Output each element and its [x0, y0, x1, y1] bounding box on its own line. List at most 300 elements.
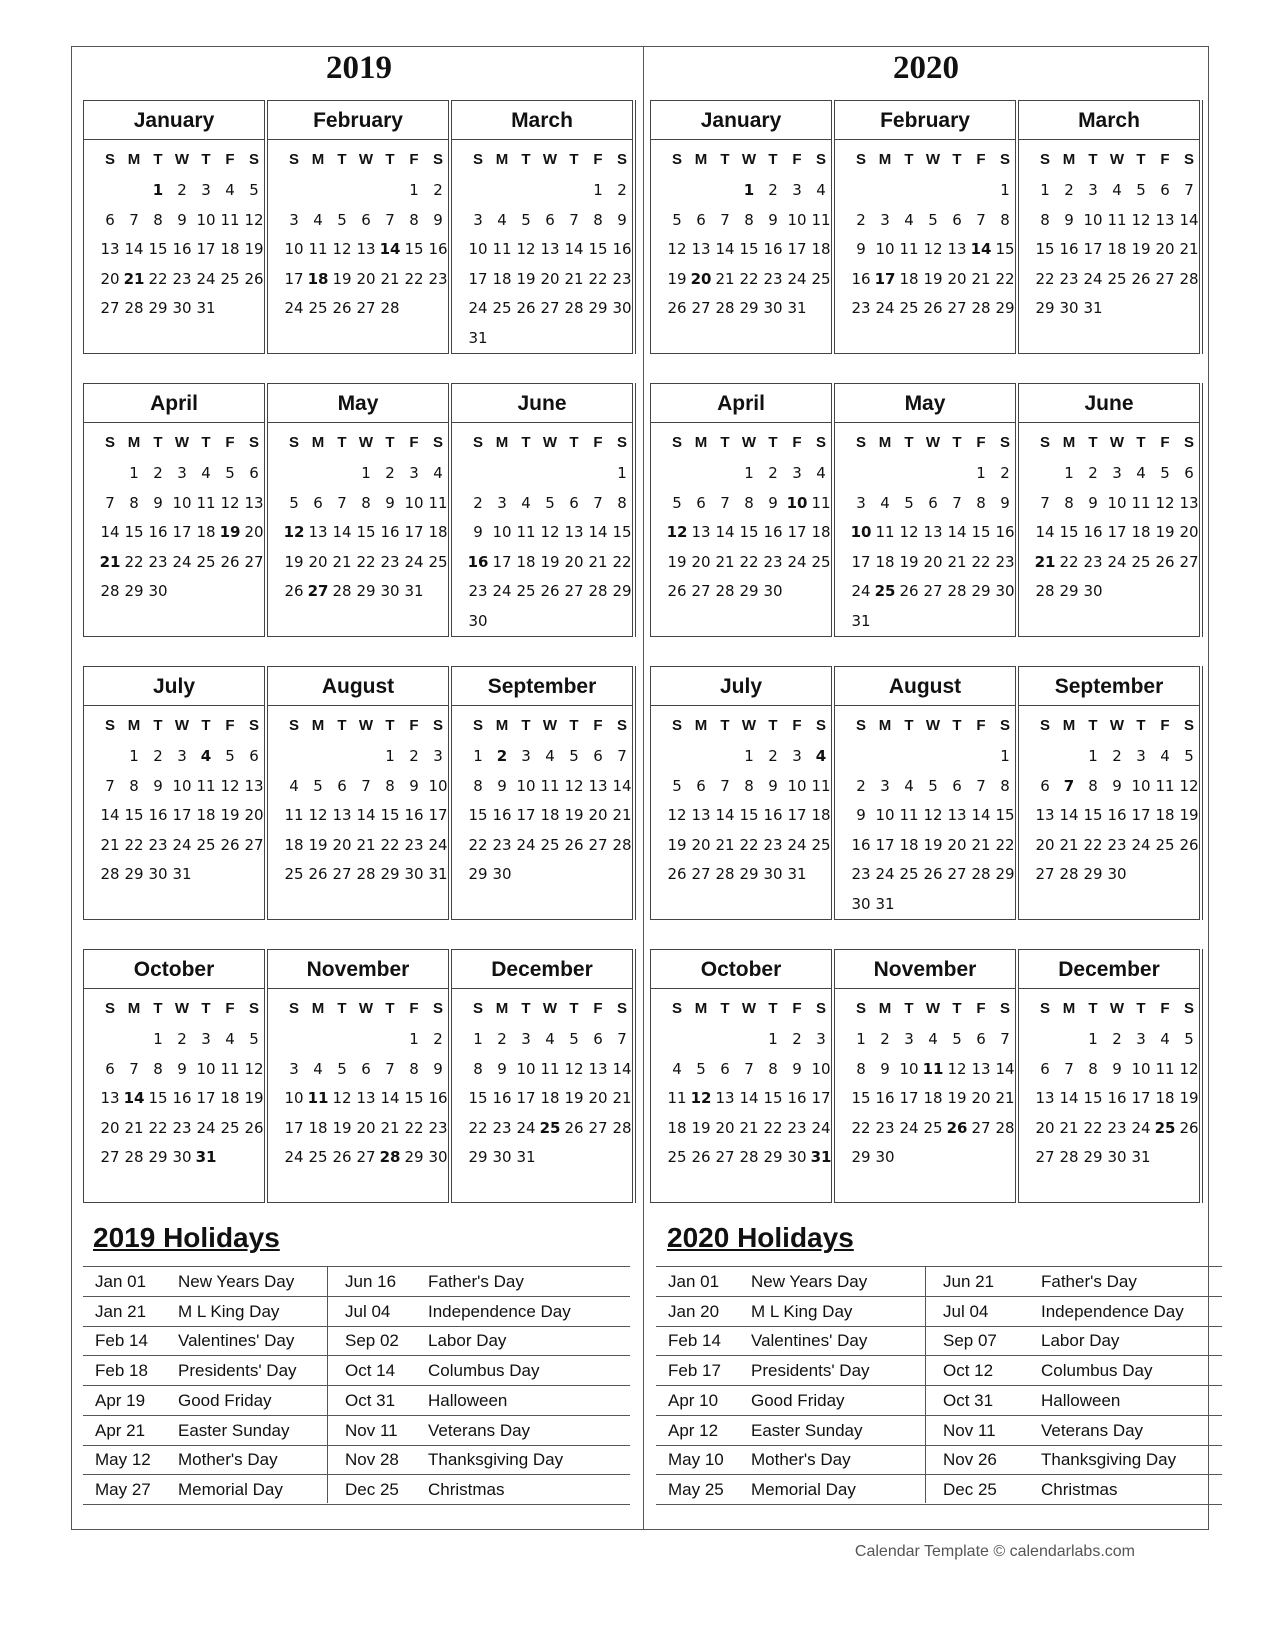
day-cell: 24: [1083, 269, 1103, 288]
day-cell: 30: [148, 582, 168, 600]
weekday-label: M: [878, 717, 892, 734]
day-cell: 6: [593, 747, 603, 765]
month-name: September: [1019, 667, 1199, 706]
weekday-label: T: [521, 717, 531, 734]
day-cell: 7: [617, 1030, 627, 1048]
holiday-name: Valentines' Day: [178, 1331, 295, 1351]
day-cell: 24: [875, 299, 895, 317]
day-cell: 31: [787, 865, 807, 883]
day-cell: 10: [172, 493, 192, 512]
holiday-date: Oct 31: [943, 1390, 994, 1410]
day-cell: 22: [380, 835, 400, 854]
day-cell: 21: [715, 269, 735, 288]
month-december-2019: [451, 949, 633, 1203]
day-cell: 17: [516, 1089, 536, 1107]
weekday-label: W: [925, 717, 941, 734]
day-cell: 19: [667, 269, 687, 288]
day-cell: 22: [588, 269, 608, 288]
weekday-label: T: [153, 1000, 163, 1017]
weekday-label: M: [1062, 151, 1076, 168]
day-cell: 7: [744, 1059, 754, 1078]
day-cell: 18: [220, 1089, 240, 1107]
weekday-label: F: [593, 151, 603, 168]
weekday-label: S: [248, 434, 259, 451]
day-cell: 30: [172, 1148, 192, 1166]
day-cell: 25: [539, 1118, 561, 1137]
holiday-row: [656, 1326, 1222, 1356]
day-cell: 26: [1179, 835, 1199, 854]
day-cell: 9: [497, 1059, 507, 1078]
weekday-label: M: [311, 1000, 325, 1017]
day-cell: 26: [899, 582, 919, 600]
day-cell: 29: [148, 299, 168, 317]
day-cell: 7: [952, 493, 962, 512]
month-name: November: [268, 950, 448, 989]
day-cell: 27: [540, 299, 560, 317]
weekday-label: T: [720, 434, 730, 451]
day-cell: 13: [356, 1089, 376, 1107]
day-cell: 3: [289, 210, 299, 229]
day-cell: 16: [763, 240, 783, 258]
day-cell: 19: [284, 552, 304, 571]
day-cell: 16: [1107, 806, 1127, 824]
day-cell: 11: [811, 493, 831, 512]
day-cell: 2: [1064, 181, 1074, 199]
day-cell: 17: [1131, 1089, 1151, 1107]
weekday-label: S: [999, 151, 1010, 168]
day-cell: 22: [468, 1118, 488, 1137]
day-cell: 3: [289, 1059, 299, 1078]
month-name: January: [651, 101, 831, 140]
day-cell: 11: [220, 1059, 240, 1078]
day-cell: 20: [244, 806, 264, 824]
day-cell: 12: [899, 523, 919, 541]
weekday-label: F: [593, 717, 603, 734]
day-cell: 28: [1035, 582, 1055, 600]
day-cell: 4: [672, 1059, 682, 1078]
month-name: May: [835, 384, 1015, 423]
day-cell: 20: [690, 269, 712, 288]
weekday-label: S: [616, 717, 627, 734]
day-cell: 1: [409, 181, 419, 199]
day-cell: 14: [564, 240, 584, 258]
day-cell: 3: [521, 747, 531, 765]
day-cell: 17: [468, 269, 488, 288]
day-cell: 6: [569, 493, 579, 512]
holiday-row: [83, 1416, 630, 1446]
day-cell: 2: [496, 747, 508, 765]
day-cell: 12: [947, 1059, 967, 1078]
day-cell: 17: [787, 240, 807, 258]
month-december-2020: [1018, 949, 1200, 1203]
holiday-date: Nov 11: [943, 1420, 996, 1440]
day-cell: 3: [1136, 747, 1146, 765]
day-cell: 25: [308, 299, 328, 317]
day-cell: 24: [787, 552, 807, 571]
holiday-date: Feb 18: [95, 1361, 148, 1381]
day-cell: 15: [1083, 1089, 1103, 1107]
day-cell: 14: [612, 1059, 632, 1078]
weekday-label: S: [616, 434, 627, 451]
day-cell: 13: [715, 1089, 735, 1107]
holiday-name: Halloween: [428, 1390, 508, 1410]
day-cell: 9: [153, 776, 163, 795]
day-cell: 28: [739, 1148, 759, 1166]
day-cell: 19: [667, 552, 687, 571]
day-cell: 18: [923, 1089, 943, 1107]
month-september-2019: [451, 666, 633, 920]
day-cell: 26: [691, 1148, 711, 1166]
month-name: August: [268, 667, 448, 706]
day-cell: 16: [763, 806, 783, 824]
day-cell: 16: [380, 523, 400, 541]
day-cell: 16: [148, 523, 168, 541]
day-cell: 9: [1064, 210, 1074, 229]
day-cell: 20: [100, 269, 120, 288]
day-cell: 24: [899, 1118, 919, 1137]
weekday-label: M: [694, 434, 708, 451]
day-cell: 20: [923, 552, 943, 571]
day-cell: 25: [428, 552, 448, 571]
day-cell: 13: [100, 1089, 120, 1107]
weekday-label: S: [999, 434, 1010, 451]
day-cell: 20: [332, 835, 352, 854]
day-cell: 7: [1063, 776, 1075, 795]
day-cell: 3: [792, 747, 802, 765]
day-cell: 25: [899, 299, 919, 317]
day-cell: 31: [468, 328, 488, 347]
day-cell: 25: [196, 552, 216, 571]
day-cell: 27: [356, 299, 376, 317]
day-cell: 12: [564, 1059, 584, 1078]
day-cell: 19: [1179, 1089, 1199, 1107]
day-cell: 18: [1107, 240, 1127, 258]
holiday-row: [83, 1326, 630, 1356]
day-cell: 27: [1155, 269, 1175, 288]
holiday-date: Sep 07: [943, 1331, 997, 1351]
day-cell: 15: [612, 523, 632, 541]
day-cell: 10: [1107, 493, 1127, 512]
day-cell: 6: [545, 210, 555, 229]
month-january-2020: [650, 100, 832, 354]
day-cell: 8: [1088, 1059, 1098, 1078]
day-cell: 4: [201, 464, 211, 482]
day-cell: 28: [124, 1148, 144, 1166]
weekday-label: M: [127, 717, 141, 734]
day-cell: 27: [1179, 552, 1199, 571]
day-cell: 7: [1000, 1030, 1010, 1048]
holiday-name: Christmas: [428, 1479, 505, 1499]
day-cell: 30: [404, 865, 424, 883]
day-cell: 6: [593, 1030, 603, 1048]
day-cell: 26: [1155, 552, 1175, 571]
day-cell: 5: [337, 210, 347, 229]
month-name: April: [651, 384, 831, 423]
day-cell: 7: [361, 776, 371, 795]
holiday-row: [656, 1297, 1222, 1327]
day-cell: 21: [995, 1089, 1015, 1107]
weekday-label: T: [720, 1000, 730, 1017]
holiday-date: Apr 21: [95, 1420, 146, 1440]
day-cell: 28: [100, 582, 120, 600]
day-cell: 9: [768, 210, 778, 229]
weekday-label: W: [358, 434, 374, 451]
weekday-label: S: [1039, 151, 1050, 168]
holiday-name: Veterans Day: [428, 1420, 531, 1440]
day-cell: 31: [810, 1148, 832, 1166]
day-cell: 6: [1040, 1059, 1050, 1078]
day-cell: 2: [768, 181, 778, 199]
month-name: October: [651, 950, 831, 989]
day-cell: 22: [356, 552, 376, 571]
day-cell: 29: [851, 1148, 871, 1166]
day-cell: 19: [244, 1089, 264, 1107]
weekday-label: S: [248, 151, 259, 168]
day-cell: 13: [332, 806, 352, 824]
day-cell: 16: [1059, 240, 1079, 258]
day-cell: 13: [308, 523, 328, 541]
holidays-title-2019: 2019 Holidays: [93, 1222, 280, 1253]
day-cell: 1: [744, 747, 754, 765]
day-cell: 5: [569, 747, 579, 765]
day-cell: 4: [545, 1030, 555, 1048]
day-cell: 14: [715, 240, 735, 258]
month-march-2019: [451, 100, 633, 354]
holiday-name: Presidents' Day: [751, 1361, 870, 1381]
weekday-label: F: [976, 1000, 986, 1017]
weekday-label: S: [815, 151, 826, 168]
day-cell: 1: [1088, 1030, 1098, 1048]
day-cell: 7: [976, 210, 986, 229]
day-cell: 17: [172, 806, 192, 824]
day-cell: 19: [516, 269, 536, 288]
day-cell: 1: [385, 747, 395, 765]
day-cell: 18: [516, 552, 536, 571]
day-cell: 14: [380, 1089, 400, 1107]
holiday-name: New Years Day: [751, 1272, 868, 1291]
day-cell: 2: [153, 747, 163, 765]
day-cell: 26: [564, 835, 584, 854]
day-cell: 3: [1088, 181, 1098, 199]
day-cell: 2: [768, 464, 778, 482]
day-cell: 21: [1059, 1118, 1079, 1137]
day-cell: 1: [976, 464, 986, 482]
holiday-date: Jan 21: [95, 1301, 147, 1321]
day-cell: 4: [816, 464, 826, 482]
day-cell: 9: [1088, 493, 1098, 512]
day-cell: 15: [971, 523, 991, 541]
day-cell: 23: [763, 552, 783, 571]
day-cell: 3: [792, 181, 802, 199]
day-cell: 7: [720, 776, 730, 795]
day-cell: 30: [1107, 865, 1127, 883]
day-cell: 17: [284, 1118, 304, 1137]
weekday-label: T: [768, 1000, 778, 1017]
day-cell: 3: [856, 493, 866, 512]
weekday-label: W: [1109, 717, 1125, 734]
day-cell: 7: [105, 776, 115, 795]
day-cell: 16: [763, 523, 783, 541]
day-cell: 4: [815, 747, 827, 765]
weekday-label: W: [741, 1000, 757, 1017]
weekday-label: T: [569, 434, 579, 451]
day-cell: 22: [739, 269, 759, 288]
day-cell: 18: [540, 1089, 560, 1107]
day-cell: 24: [428, 835, 448, 854]
day-cell: 26: [667, 865, 687, 883]
day-cell: 29: [971, 582, 991, 600]
day-cell: 7: [385, 1059, 395, 1078]
day-cell: 1: [856, 1030, 866, 1048]
day-cell: 23: [380, 552, 400, 571]
weekday-label: W: [174, 151, 190, 168]
day-cell: 14: [1179, 210, 1199, 229]
day-cell: 17: [516, 806, 536, 824]
day-cell: 27: [947, 299, 967, 317]
weekday-label: T: [569, 717, 579, 734]
weekday-label: F: [792, 717, 802, 734]
weekday-label: T: [521, 1000, 531, 1017]
day-cell: 14: [332, 523, 352, 541]
holiday-name: Labor Day: [1041, 1331, 1120, 1351]
day-cell: 28: [124, 299, 144, 317]
day-cell: 13: [244, 776, 264, 795]
day-cell: 3: [521, 1030, 531, 1048]
month-name: March: [452, 101, 632, 140]
day-cell: 30: [787, 1148, 807, 1166]
day-cell: 7: [385, 210, 395, 229]
weekday-label: T: [337, 151, 347, 168]
holiday-date: Apr 19: [95, 1390, 146, 1410]
day-cell: 20: [1035, 1118, 1055, 1137]
day-cell: 20: [1035, 835, 1055, 854]
day-cell: 31: [1083, 299, 1103, 317]
weekday-label: T: [768, 434, 778, 451]
month-name: October: [84, 950, 264, 989]
holiday-date: Apr 12: [668, 1420, 719, 1440]
day-cell: 7: [617, 747, 627, 765]
day-cell: 27: [588, 835, 608, 854]
weekday-label: M: [694, 1000, 708, 1017]
day-cell: 19: [540, 552, 560, 571]
month-january-2019: [83, 100, 265, 354]
day-cell: 18: [196, 806, 216, 824]
holiday-row: [656, 1267, 1222, 1297]
day-cell: 29: [124, 865, 144, 883]
weekday-label: W: [1109, 1000, 1125, 1017]
day-cell: 21: [612, 1089, 632, 1107]
month-may-2019: [267, 383, 449, 637]
day-cell: 5: [1160, 464, 1170, 482]
day-cell: 4: [928, 1030, 938, 1048]
day-cell: 16: [172, 240, 192, 258]
day-cell: 23: [172, 269, 192, 288]
day-cell: 31: [1131, 1148, 1151, 1166]
day-cell: 10: [428, 776, 448, 795]
month-february-2019: [267, 100, 449, 354]
day-cell: 15: [588, 240, 608, 258]
day-cell: 2: [433, 181, 443, 199]
weekday-label: F: [409, 717, 419, 734]
day-cell: 8: [153, 210, 163, 229]
day-cell: 13: [947, 806, 967, 824]
weekday-label: T: [385, 1000, 395, 1017]
weekday-label: T: [1136, 1000, 1146, 1017]
weekday-label: W: [925, 434, 941, 451]
day-cell: 22: [1059, 552, 1079, 571]
day-cell: 6: [696, 776, 706, 795]
day-cell: 17: [811, 1089, 831, 1107]
weekday-label: M: [878, 151, 892, 168]
day-cell: 10: [786, 493, 808, 512]
day-cell: 18: [308, 1118, 328, 1137]
day-cell: 31: [875, 894, 895, 913]
weekday-label: S: [472, 1000, 483, 1017]
weekday-label: T: [904, 717, 914, 734]
day-cell: 17: [851, 552, 871, 571]
day-cell: 18: [284, 835, 304, 854]
holiday-date: May 10: [668, 1450, 724, 1470]
day-cell: 6: [928, 493, 938, 512]
day-cell: 6: [952, 776, 962, 795]
holiday-date: Jan 01: [668, 1272, 720, 1291]
day-cell: 22: [1035, 269, 1055, 288]
holiday-date: Feb 17: [668, 1361, 721, 1381]
day-cell: 25: [308, 1148, 328, 1166]
weekday-label: W: [1109, 434, 1125, 451]
day-cell: 27: [947, 865, 967, 883]
day-cell: 9: [768, 776, 778, 795]
holiday-name: Halloween: [1041, 1390, 1121, 1410]
day-cell: 27: [244, 835, 264, 854]
day-cell: 30: [763, 865, 783, 883]
day-cell: 23: [428, 1118, 448, 1137]
day-cell: 5: [1184, 1030, 1194, 1048]
holiday-date: Feb 14: [95, 1331, 148, 1351]
day-cell: 5: [928, 210, 938, 229]
day-cell: 14: [379, 240, 401, 258]
day-cell: 29: [739, 582, 759, 600]
day-cell: 15: [995, 240, 1015, 258]
day-cell: 2: [1112, 1030, 1122, 1048]
day-cell: 31: [404, 582, 424, 600]
holiday-date: Sep 02: [345, 1331, 399, 1351]
weekday-label: T: [1088, 1000, 1098, 1017]
day-cell: 26: [1131, 269, 1151, 288]
holiday-date: May 27: [95, 1479, 151, 1499]
day-cell: 22: [612, 552, 632, 571]
day-cell: 23: [787, 1118, 807, 1137]
holiday-name: Memorial Day: [751, 1479, 856, 1499]
day-cell: 15: [739, 806, 759, 824]
day-cell: 27: [588, 1118, 608, 1137]
day-cell: 6: [105, 1059, 115, 1078]
weekday-label: W: [542, 151, 558, 168]
day-cell: 10: [787, 776, 807, 795]
day-cell: 22: [148, 1118, 168, 1137]
weekday-label: S: [1183, 1000, 1194, 1017]
day-cell: 21: [564, 269, 584, 288]
day-cell: 10: [284, 240, 304, 258]
day-cell: 15: [148, 1089, 168, 1107]
day-cell: 23: [492, 1118, 512, 1137]
day-cell: 24: [787, 835, 807, 854]
weekday-label: M: [127, 151, 141, 168]
month-november-2019: [267, 949, 449, 1203]
weekday-label: T: [952, 1000, 962, 1017]
day-cell: 23: [404, 835, 424, 854]
day-cell: 27: [1035, 865, 1055, 883]
